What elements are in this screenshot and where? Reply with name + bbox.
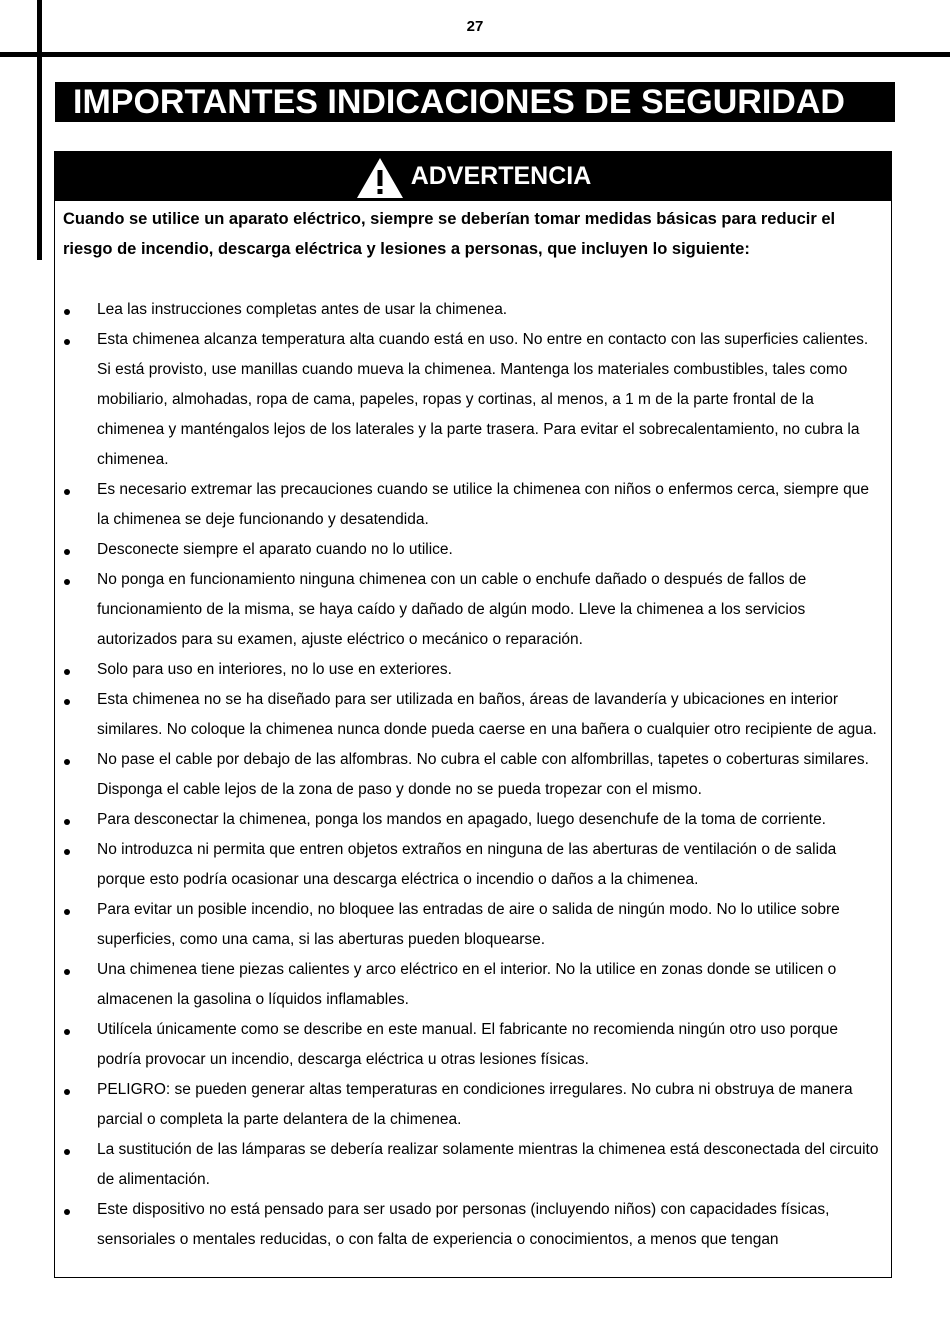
list-item bbox=[55, 475, 891, 535]
list-item-text: Para desconectar la chimenea, ponga los mandos en apagado, luego desenchufe de la toma de corriente. bbox=[97, 811, 826, 828]
list-item bbox=[55, 1195, 891, 1255]
bullet-icon bbox=[64, 849, 70, 855]
warning-label: ADVERTENCIA bbox=[410, 162, 592, 190]
list-item bbox=[55, 565, 891, 655]
bullet-icon bbox=[64, 759, 70, 765]
bullet-icon bbox=[64, 669, 70, 675]
list-item bbox=[55, 835, 891, 895]
bullet-icon bbox=[64, 969, 70, 975]
list-item-text: No pase el cable por debajo de las alfombras. No cubra el cable con alfombrillas, tapetes o coberturas similares. Disponga el cable lejos de la zona de paso y donde no se pueda tropezar con el mismo. bbox=[97, 751, 869, 798]
bullet-icon bbox=[64, 1209, 70, 1215]
page-number: 27 bbox=[466, 18, 484, 35]
list-item bbox=[55, 655, 891, 685]
list-item-text: Es necesario extremar las precauciones cuando se utilice la chimenea con niños o enfermos cerca, siempre que la chimenea se deje funcionando y desatendida. bbox=[97, 481, 869, 528]
page-title: IMPORTANTES INDICACIONES DE SEGURIDAD bbox=[55, 82, 895, 122]
list-item-text: PELIGRO: se pueden generar altas temperaturas en condiciones irregulares. No cubra ni obstruya de manera parcial o completa la parte delantera de la chimenea. bbox=[97, 1081, 853, 1128]
bullet-icon bbox=[64, 909, 70, 915]
header-rule bbox=[0, 52, 950, 57]
list-item-text: Esta chimenea alcanza temperatura alta cuando está en uso. No entre en contacto con las superficies calientes. Si está provisto, use manillas cuando mueva la chimenea. Mantenga los materiales combustibles, tales como mobiliario, almohadas, ropa de cama, papeles, ropas y cortinas, al menos, a 1 m de la parte frontal de la chimenea y manténgalos lejos de los laterales y la parte trasera. Para evitar el sobrecalentamiento, no cubra la chimenea. bbox=[97, 331, 869, 468]
list-item bbox=[55, 685, 891, 745]
list-item bbox=[55, 1015, 891, 1075]
bullet-icon bbox=[64, 489, 70, 495]
bullet-icon bbox=[64, 699, 70, 705]
list-item-text: La sustitución de las lámparas se debería realizar solamente mientras la chimenea está desconectada del circuito de alimentación. bbox=[97, 1141, 879, 1188]
list-item-text: Utilícela únicamente como se describe en este manual. El fabricante no recomienda ningún otro uso porque podría provocar un incendio, descarga eléctrica u otras lesiones físicas. bbox=[97, 1021, 838, 1068]
bullet-icon bbox=[64, 1149, 70, 1155]
bullet-icon bbox=[64, 819, 70, 825]
warning-box bbox=[54, 151, 892, 1278]
list-item-text: Esta chimenea no se ha diseñado para ser utilizada en baños, áreas de lavandería y ubicaciones en interior similares. No coloque la chimenea nunca donde pueda caerse en una bañera o cualquier otro recipiente de agua. bbox=[97, 691, 877, 738]
warning-triangle-icon bbox=[355, 156, 405, 200]
list-item bbox=[55, 325, 891, 475]
bullet-icon bbox=[64, 579, 70, 585]
bullet-icon bbox=[64, 549, 70, 555]
list-item-text: Solo para uso en interiores, no lo use en exteriores. bbox=[97, 661, 452, 678]
list-item bbox=[55, 295, 891, 325]
list-item bbox=[55, 745, 891, 805]
left-margin-bar bbox=[37, 0, 42, 260]
list-item-text: Este dispositivo no está pensado para ser usado por personas (incluyendo niños) con capacidades físicas, sensoriales o mentales reducidas, o con falta de experiencia o conocimientos, a menos que tengan bbox=[97, 1201, 830, 1248]
safety-instructions-list bbox=[55, 295, 891, 1255]
list-item bbox=[55, 955, 891, 1015]
bullet-icon bbox=[64, 339, 70, 345]
list-item-text: No introduzca ni permita que entren objetos extraños en ninguna de las aberturas de ventilación o de salida porque esto podría ocasionar una descarga eléctrica o incendio o daños a la chimenea. bbox=[97, 841, 837, 888]
bullet-icon bbox=[64, 1089, 70, 1095]
bullet-icon bbox=[64, 309, 70, 315]
list-item-text: Para evitar un posible incendio, no bloquee las entradas de aire o salida de ningún modo. No lo utilice sobre superficies, como una cama, si las aberturas pueden bloquearse. bbox=[97, 901, 840, 948]
list-item bbox=[55, 535, 891, 565]
warning-header bbox=[55, 152, 891, 201]
bullet-icon bbox=[64, 1029, 70, 1035]
list-item-text: Una chimenea tiene piezas calientes y arco eléctrico en el interior. No la utilice en zonas donde se utilicen o almacenen la gasolina o líquidos inflamables. bbox=[97, 961, 837, 1008]
list-item-text: No ponga en funcionamiento ninguna chimenea con un cable o enchufe dañado o después de fallos de funcionamiento de la misma, se haya caído y dañado de algún modo. Lleve la chimenea a los servicios autorizados para su examen, ajuste eléctrico o mecánico o reparación. bbox=[97, 571, 807, 648]
list-item bbox=[55, 1135, 891, 1195]
list-item-text: Lea las instrucciones completas antes de usar la chimenea. bbox=[97, 301, 508, 318]
warning-intro: Cuando se utilice un aparato eléctrico, siempre se deberían tomar medidas básicas para reducir el riesgo de incendio, descarga eléctrica y lesiones a personas, que incluyen lo siguiente: bbox=[63, 210, 836, 258]
list-item bbox=[55, 1075, 891, 1135]
list-item bbox=[55, 895, 891, 955]
list-item bbox=[55, 805, 891, 835]
list-item-text: Desconecte siempre el aparato cuando no lo utilice. bbox=[97, 541, 453, 558]
